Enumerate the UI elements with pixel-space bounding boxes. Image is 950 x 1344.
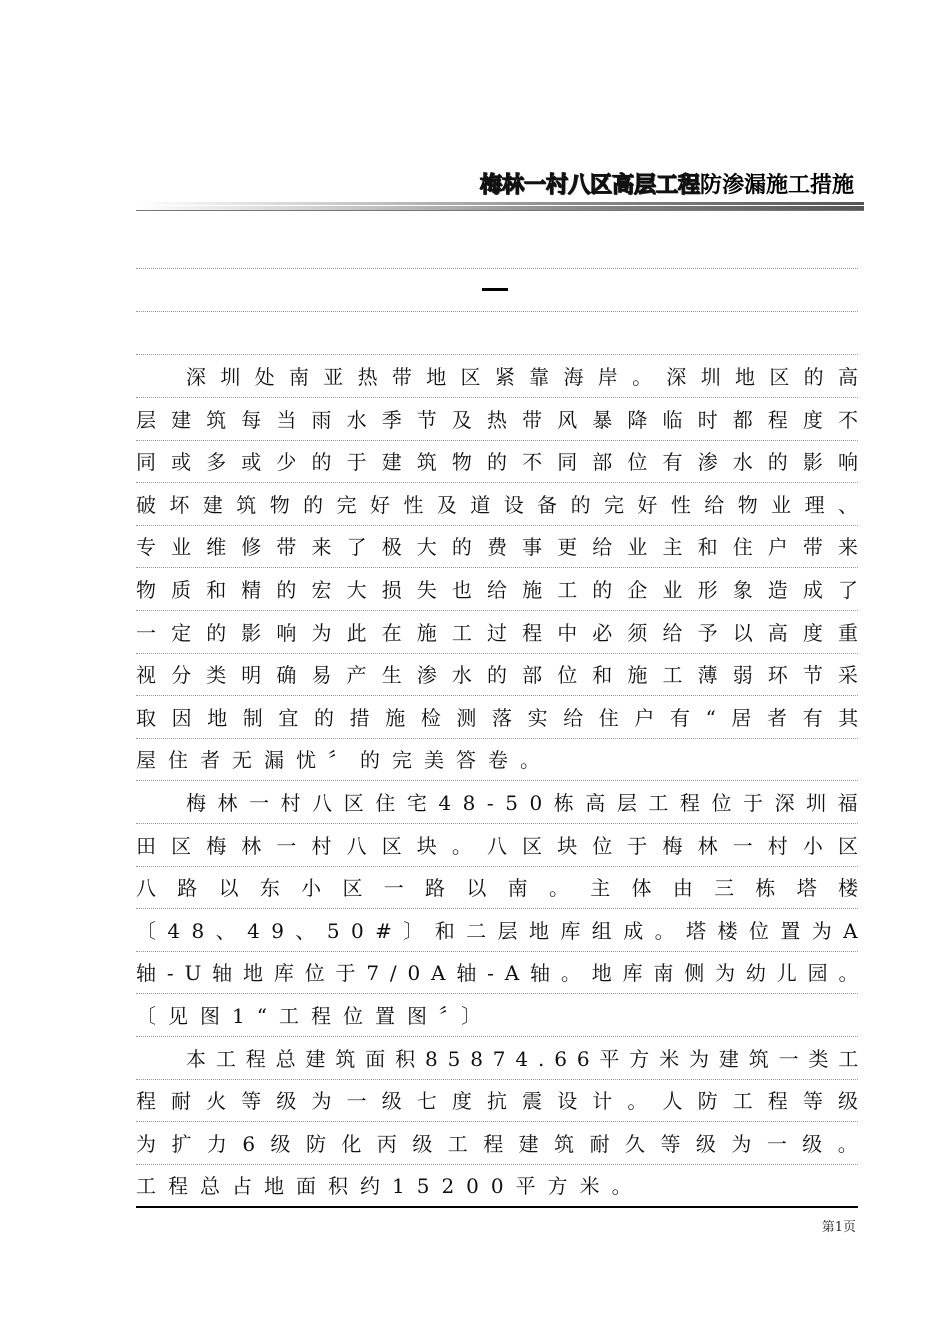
body-line: 同或多或少的于建筑物的不同部位有渗水的影响 bbox=[136, 450, 874, 475]
body-line: 破坏建筑物的完好性及道设备的完好性给物业理、 bbox=[136, 492, 872, 517]
line-rule bbox=[136, 993, 858, 994]
document-header-title bbox=[480, 168, 854, 199]
page-number: 第1页 bbox=[821, 1220, 856, 1235]
line-rule bbox=[136, 738, 858, 739]
line-rule bbox=[136, 951, 858, 952]
body-line: 专业维修带来了极大的费事更给业主和住户带来 bbox=[136, 535, 874, 560]
body-line: 田区梅林一村八区块。八区块位于梅林一村小区 bbox=[136, 833, 874, 858]
line-rule bbox=[136, 567, 858, 568]
body-line: 本工程总建筑面积85874.66平方米为建筑一类工 bbox=[186, 1046, 869, 1071]
header-title-topic: 防渗漏施工措施 bbox=[699, 173, 854, 198]
line-rule bbox=[136, 1164, 858, 1165]
heading-top-rule bbox=[136, 268, 858, 269]
line-rule bbox=[136, 695, 858, 696]
line-rule bbox=[136, 525, 858, 526]
footer-divider bbox=[136, 1206, 858, 1208]
line-rule bbox=[136, 908, 858, 909]
body-line: 〔48、49、50#〕和二层地库组成。塔楼位置为A bbox=[136, 918, 869, 943]
line-rule bbox=[136, 440, 858, 441]
body-line: 轴-U轴地库位于7/0A轴-A轴。地库南侧为幼儿园。 bbox=[136, 961, 870, 986]
line-rule bbox=[136, 482, 858, 483]
section-heading bbox=[482, 288, 508, 291]
line-rule bbox=[136, 1036, 858, 1037]
body-line: 层建筑每当雨水季节及热带风暴降临时都程度不 bbox=[136, 407, 874, 432]
line-rule bbox=[136, 610, 858, 611]
body-line: 物质和精的宏大损失也给施工的企业形象造成了 bbox=[136, 578, 874, 602]
body-line: 取因地制宜的措施检测落实给住户有“居者有其 bbox=[136, 705, 874, 730]
body-line: 〔见图1“工程位置图〞〕 bbox=[136, 1004, 493, 1028]
body-line: 屋住者无漏忧〞的完美答卷。 bbox=[136, 748, 552, 773]
heading-bottom-rule bbox=[136, 311, 858, 312]
body-line: 视分类明确易产生渗水的部位和施工薄弱环节采 bbox=[136, 663, 874, 688]
line-rule bbox=[136, 1079, 858, 1080]
header-divider bbox=[136, 202, 864, 211]
header-title-project: 梅林一村八区高层工程 bbox=[479, 173, 700, 198]
body-line: 八路以东小区一路以南。主体由三栋塔楼 bbox=[136, 876, 880, 901]
line-rule bbox=[136, 823, 858, 824]
body-line: 一定的影响为此在施工过程中必须给予以高度重 bbox=[136, 620, 874, 645]
body-top-rule bbox=[136, 354, 858, 355]
line-rule bbox=[136, 653, 858, 654]
body-line: 梅林一村八区住宅48-50栋高层工程位于深圳福 bbox=[186, 791, 870, 815]
line-rule bbox=[136, 397, 858, 398]
body-line: 工程总占地面积约15200平方米。 bbox=[136, 1174, 644, 1199]
body-line: 程耐火等级为一级七度抗震设计。人防工程等级 bbox=[136, 1089, 874, 1114]
line-rule bbox=[136, 1121, 858, 1122]
line-rule bbox=[136, 780, 858, 781]
body-line: 为扩力6级防化丙级工程建筑耐久等级为一级。 bbox=[136, 1131, 874, 1156]
body-line: 深圳处南亚热带地区紧靠海岸。深圳地区的高 bbox=[186, 365, 873, 389]
line-rule bbox=[136, 866, 858, 867]
